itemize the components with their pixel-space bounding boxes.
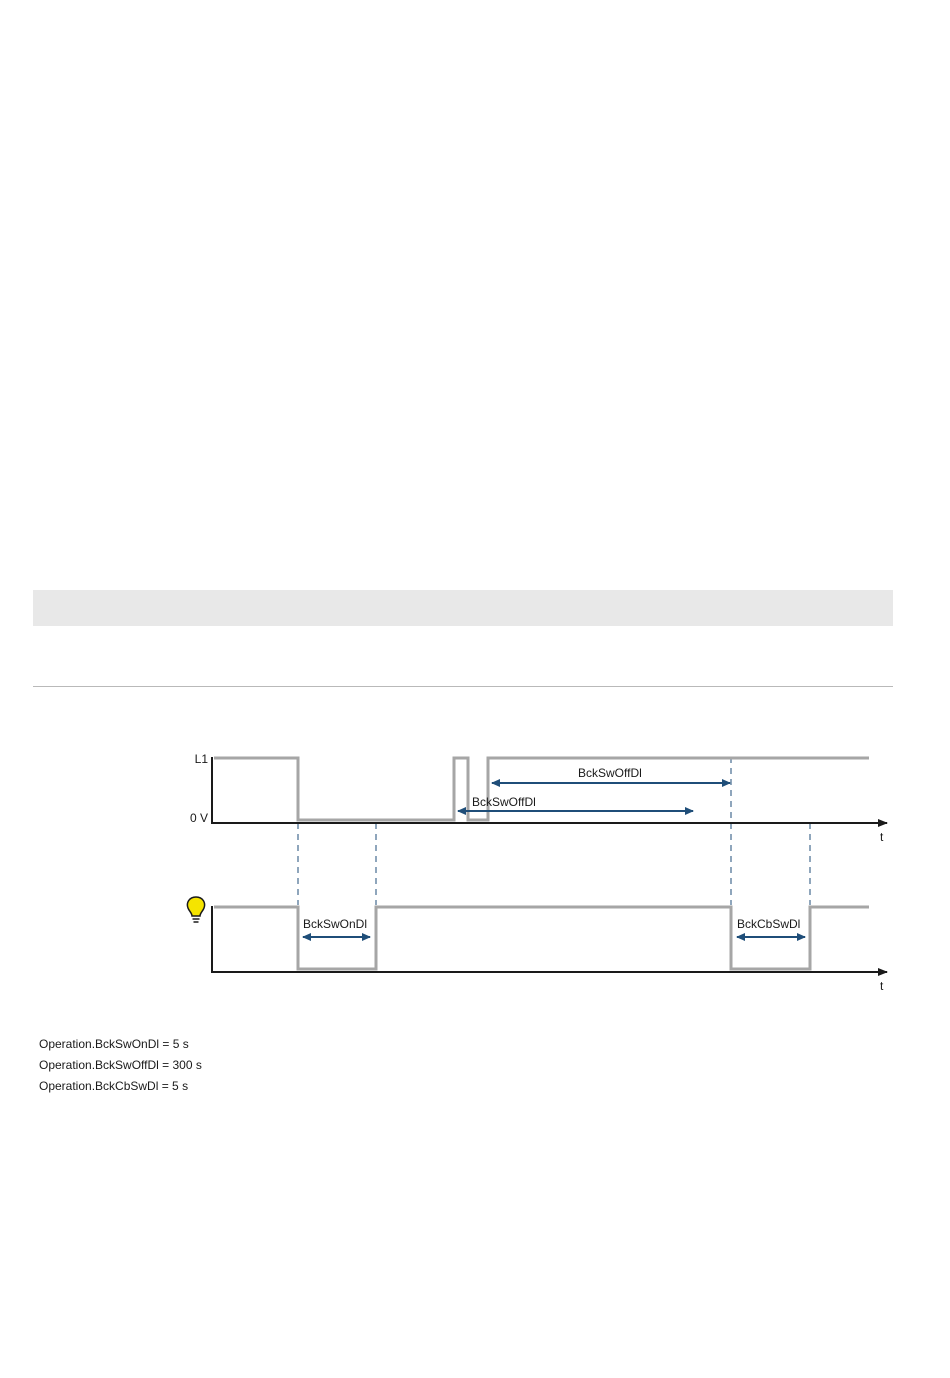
label-0v: 0 V: [189, 811, 208, 825]
label-l1: L1: [194, 752, 208, 766]
swon-label: BckSwOnDl: [303, 917, 368, 931]
swoff-upper-label: BckSwOffDl: [578, 766, 642, 780]
parameter-list: [39, 1034, 202, 1097]
dashed-reference-lines: [298, 757, 810, 905]
swoff-lower-label: BckSwOffDl: [472, 795, 536, 809]
bottom-time-label: t: [880, 979, 884, 993]
parameter-cbsw: Operation.BckCbSwDl = 5 s: [39, 1079, 189, 1093]
parameter-swon: Operation.BckSwOnDl = 5 s: [39, 1037, 189, 1051]
lightbulb-icon: [187, 897, 204, 922]
cbsw-label: BckCbSwDl: [737, 917, 801, 931]
top-time-label: t: [880, 830, 884, 844]
parameter-swoff: Operation.BckSwOffDl = 300 s: [39, 1058, 202, 1072]
